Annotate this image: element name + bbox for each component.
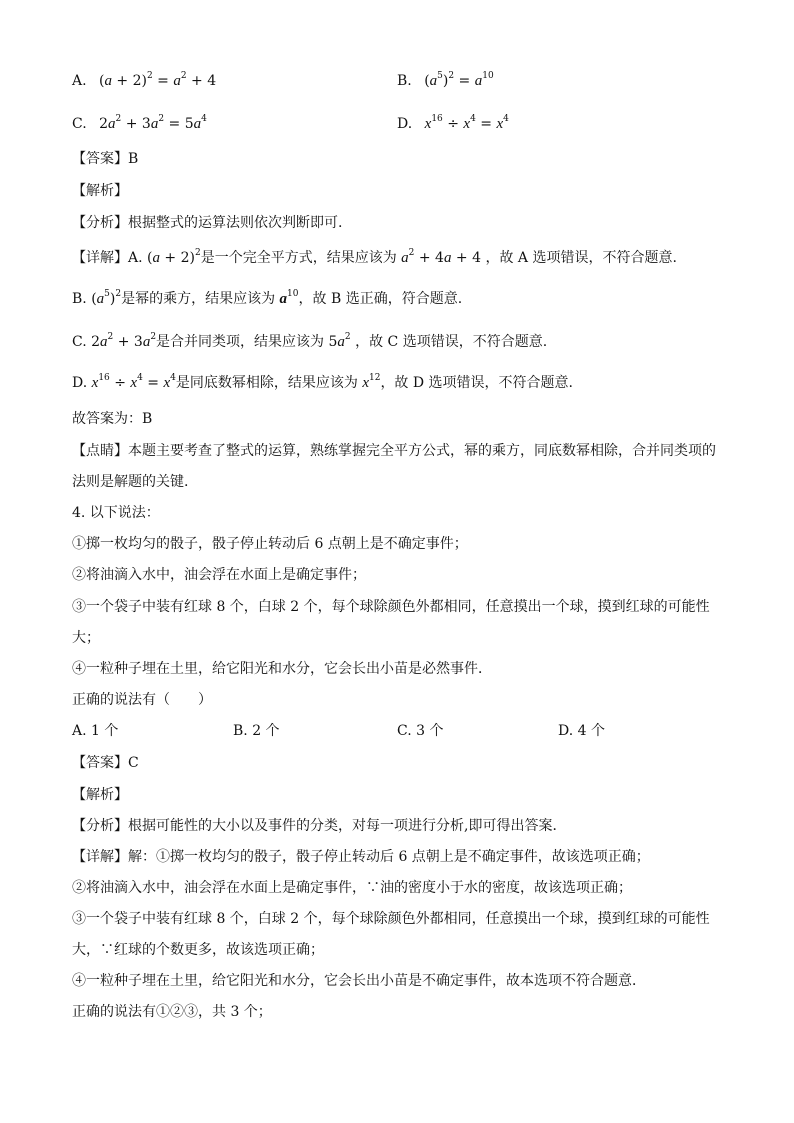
q4-detail-2: ②将油滴入水中，油会浮在水面上是确定事件，∵油的密度小于水的密度，故该选项正确； [72, 880, 632, 896]
q4-statement-1: ①掷一枚均匀的骰子，骰子停止转动后 6 点朝上是不确定事件； [72, 536, 468, 552]
option-d-expression: $x^{16} \div x^4 = x^4$ [424, 114, 509, 132]
q3-option-d [397, 114, 509, 134]
q4-detail-3-line2: 大，∵红球的个数更多，故该选项正确； [72, 942, 324, 958]
option-label: C. [72, 116, 87, 132]
q3-dianjing-line1: 【点睛】本题主要考查了整式的运算，熟练掌握完全平方公式，幂的乘方，同底数幂相除，合并同类项的 [72, 443, 716, 459]
q4-option-d: D. 4 个 [558, 723, 605, 739]
q3-analysis-title: 【解析】 [72, 183, 128, 199]
q4-option-c: C. 3 个 [397, 723, 444, 739]
option-b-expression: $(a^5)^2 = a^{10}$ [424, 71, 494, 89]
q4-prompt: 正确的说法有（ ） [72, 692, 212, 708]
q4-fenxi: 【分析】根据可能性的大小以及事件的分类，对每一项进行分析,即可得出答案． [72, 818, 567, 834]
q4-statement-3-line2: 大； [72, 630, 100, 646]
q4-option-b: B. 2 个 [233, 723, 280, 739]
q4-statement-2: ②将油滴入水中，油会浮在水面上是确定事件； [72, 567, 366, 583]
option-label: A. [72, 73, 87, 89]
q3-detail-a: 【详解】A. $(a + 2)^2$是一个完全平方式，结果应该为 $a^2 + 4a + 4$ ，故 A 选项错误，不符合题意. [72, 248, 677, 266]
option-c-expression: $2a^2 + 3a^2 = 5a^4$ [99, 114, 207, 132]
q4-detail-1: 【详解】解：①掷一枚均匀的骰子，骰子停止转动后 6 点朝上是不确定事件，故该选项正确； [72, 849, 650, 865]
q3-answer: 【答案】B [72, 151, 139, 167]
q3-detail-d: D. $x^{16} \div x^4 = x^4$是同底数幂相除，结果应该为 $x^{12}$，故 D 选项错误，不符合题意. [72, 373, 574, 391]
q4-statement-4: ④一粒种子埋在土里，给它阳光和水分，它会长出小苗是必然事件． [72, 661, 492, 677]
q3-detail-c: C. $2a^2 + 3a^2$是合并同类项，结果应该为 $5a^2$ ，故 C 选项错误，不符合题意. [72, 332, 548, 350]
option-label: B. [397, 73, 412, 89]
q3-fenxi: 【分析】根据整式的运算法则依次判断即可. [72, 215, 343, 231]
q4-statement-3-line1: ③一个袋子中装有红球 8 个，白球 2 个，每个球除颜色外都相同，任意摸出一个球，摸到红球的可能性 [72, 599, 710, 615]
q4-option-a: A. 1 个 [72, 723, 119, 739]
q4-title: 4. 以下说法： [72, 505, 160, 521]
q3-final-answer: 故答案为：B [72, 411, 153, 427]
q4-detail-3-line1: ③一个袋子中装有红球 8 个，白球 2 个，每个球除颜色外都相同，任意摸出一个球，摸到红球的可能性 [72, 911, 710, 927]
q4-analysis-title: 【解析】 [72, 787, 128, 803]
q3-option-c [72, 114, 207, 134]
option-label: D. [397, 116, 413, 132]
q3-option-a [72, 71, 216, 91]
q4-detail-4: ④一粒种子埋在土里，给它阳光和水分，它会长出小苗是不确定事件，故本选项不符合题意． [72, 973, 646, 989]
q3-detail-b: B. $(a^5)^2$是幂的乘方，结果应该为 $a^{10}$，故 B 选正确，符合题意. [72, 289, 463, 307]
q3-dianjing-line2: 法则是解题的关键. [72, 474, 189, 490]
q4-detail-5: 正确的说法有①②③，共 3 个； [72, 1004, 272, 1020]
q4-answer: 【答案】C [72, 755, 139, 771]
option-a-expression: $(a + 2)^2 = a^2 + 4$ [99, 71, 217, 89]
q3-option-b [397, 71, 494, 91]
